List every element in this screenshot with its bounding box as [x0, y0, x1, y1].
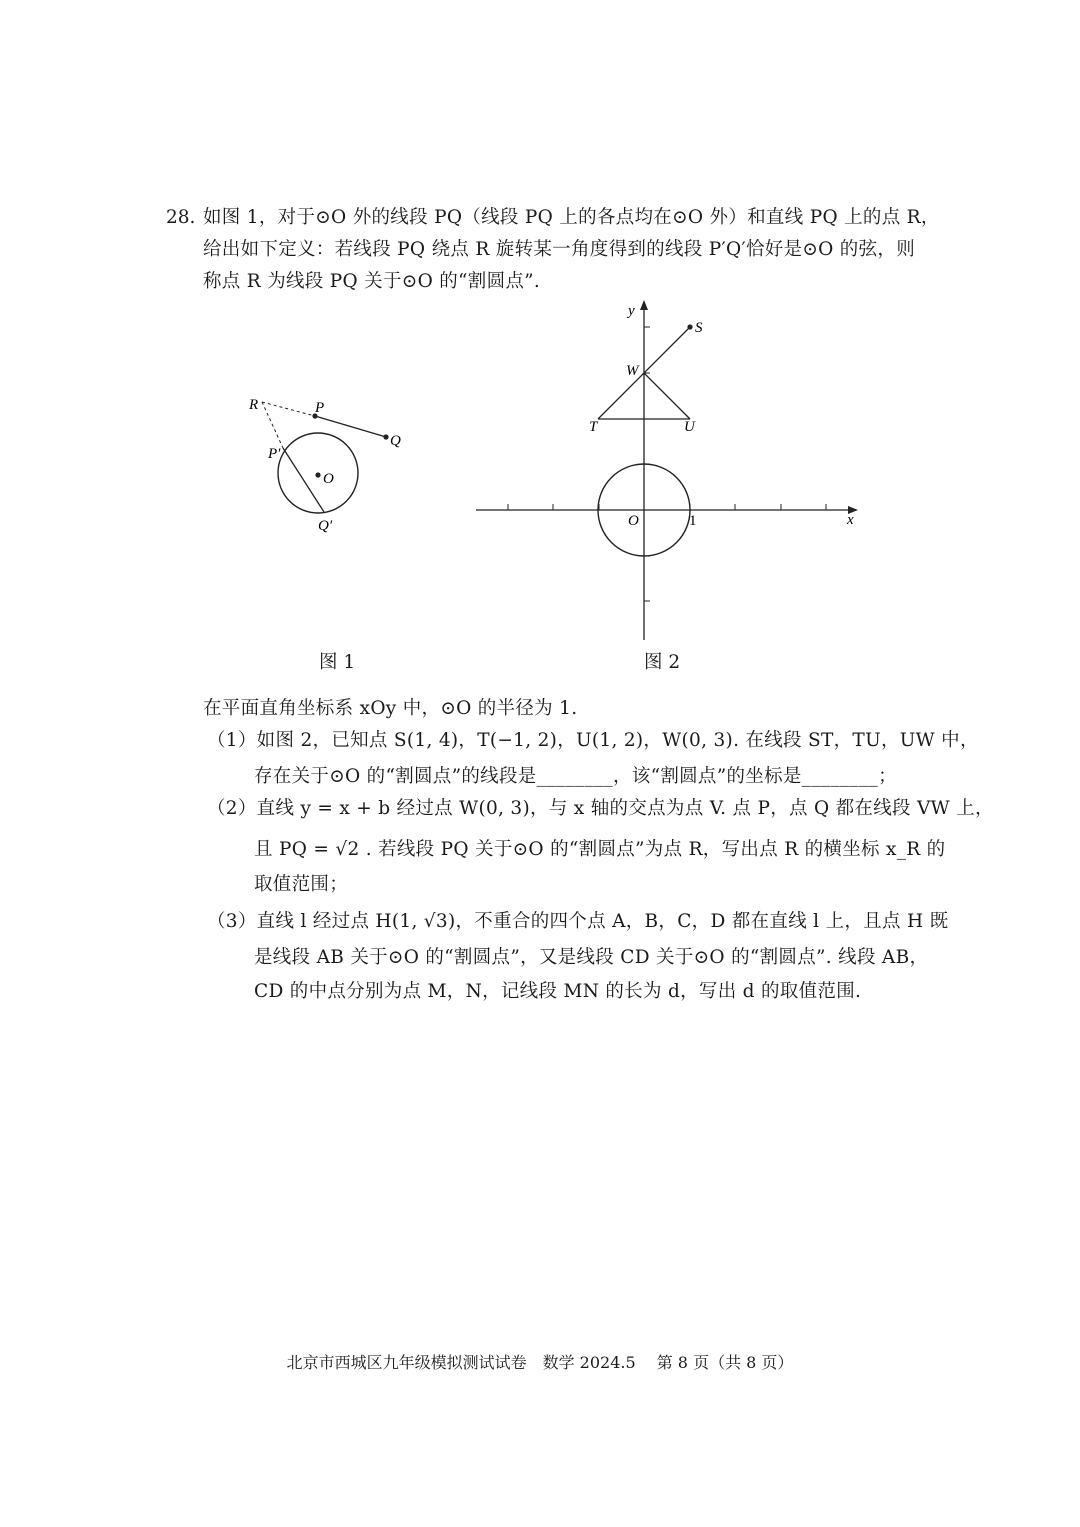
intro-line-1: 如图 1，对于⊙O 外的线段 PQ（线段 PQ 上的各点均在⊙O 外）和直线 PQ 上的点 R， [203, 207, 940, 228]
fig2-label-u: U [684, 419, 695, 435]
fig2-segment-uw [644, 373, 690, 419]
fig1-dashed-rpprime [262, 402, 283, 448]
fig1-point-q [383, 434, 388, 439]
part-2-line-2: 且 PQ = √2 . 若线段 PQ 关于⊙O 的“割圆点”为点 R，写出点 R 的横坐标 x_R 的 [254, 839, 946, 860]
figure-2-caption: 图 2 [644, 652, 681, 673]
part-1-line-2: 存在关于⊙O 的“割圆点”的线段是________，该“割圆点”的坐标是________； [254, 766, 897, 787]
fig2-x-ticks [508, 504, 826, 510]
fig2-label-s: S [695, 320, 703, 336]
fig2-point-s [687, 324, 692, 329]
part-3-line-3: CD 的中点分别为点 M，N，记线段 MN 的长为 d，写出 d 的取值范围. [254, 981, 862, 1002]
fig1-label-p: P [315, 400, 325, 416]
fig1-label-r: R [249, 397, 259, 413]
fig1-label-q: Q [390, 433, 401, 449]
fig1-chord-pqprime [283, 448, 324, 512]
fig2-y-arrow [640, 300, 648, 310]
fig1-label-o: O [323, 471, 334, 487]
setup-line: 在平面直角坐标系 xOy 中，⊙O 的半径为 1. [203, 698, 578, 719]
intro-line-3: 称点 R 为线段 PQ 关于⊙O 的“割圆点”. [203, 271, 541, 292]
part-3-line-1: （3）直线 l 经过点 H(1, √3)，不重合的四个点 A，B，C，D 都在直线 l 上，且点 H 既 [207, 911, 949, 932]
fig1-point-o [315, 472, 320, 477]
fig1-label-pprime: P′ [268, 446, 281, 462]
fig2-label-y: y [628, 303, 635, 319]
fig2-label-w: W [626, 363, 639, 379]
fig2-label-o: O [628, 513, 639, 529]
part-2-line-3: 取值范围； [254, 874, 349, 895]
part-1-line-1: （1）如图 2，已知点 S(1, 4)，T(−1, 2)，U(1, 2)，W(0, 3). 在线段 ST，TU，UW 中， [207, 730, 979, 751]
page-footer: 北京市西城区九年级模拟测试试卷 数学 2024.5 第 8 页（共 8 页） [286, 1353, 794, 1372]
fig2-label-x: x [847, 512, 854, 528]
question-number: 28. [166, 207, 196, 228]
intro-line-2: 给出如下定义：若线段 PQ 绕点 R 旋转某一角度得到的线段 P′Q′恰好是⊙O 的弦，则 [203, 239, 916, 260]
fig1-label-qprime: Q′ [318, 518, 333, 534]
figure-1-caption: 图 1 [319, 652, 356, 673]
part-2-line-1: （2）直线 y = x + b 经过点 W(0, 3)，与 x 轴的交点为点 V. 点 P，点 Q 都在线段 VW 上， [207, 798, 994, 819]
part-3-line-2: 是线段 AB 关于⊙O 的“割圆点”，又是线段 CD 关于⊙O 的“割圆点”. 线段 AB， [254, 947, 929, 968]
fig2-label-one: 1 [689, 513, 697, 529]
fig2-label-t: T [589, 419, 598, 435]
fig1-dashed-rp [262, 402, 315, 416]
figure-1 [235, 385, 425, 545]
figure-2 [470, 298, 870, 648]
